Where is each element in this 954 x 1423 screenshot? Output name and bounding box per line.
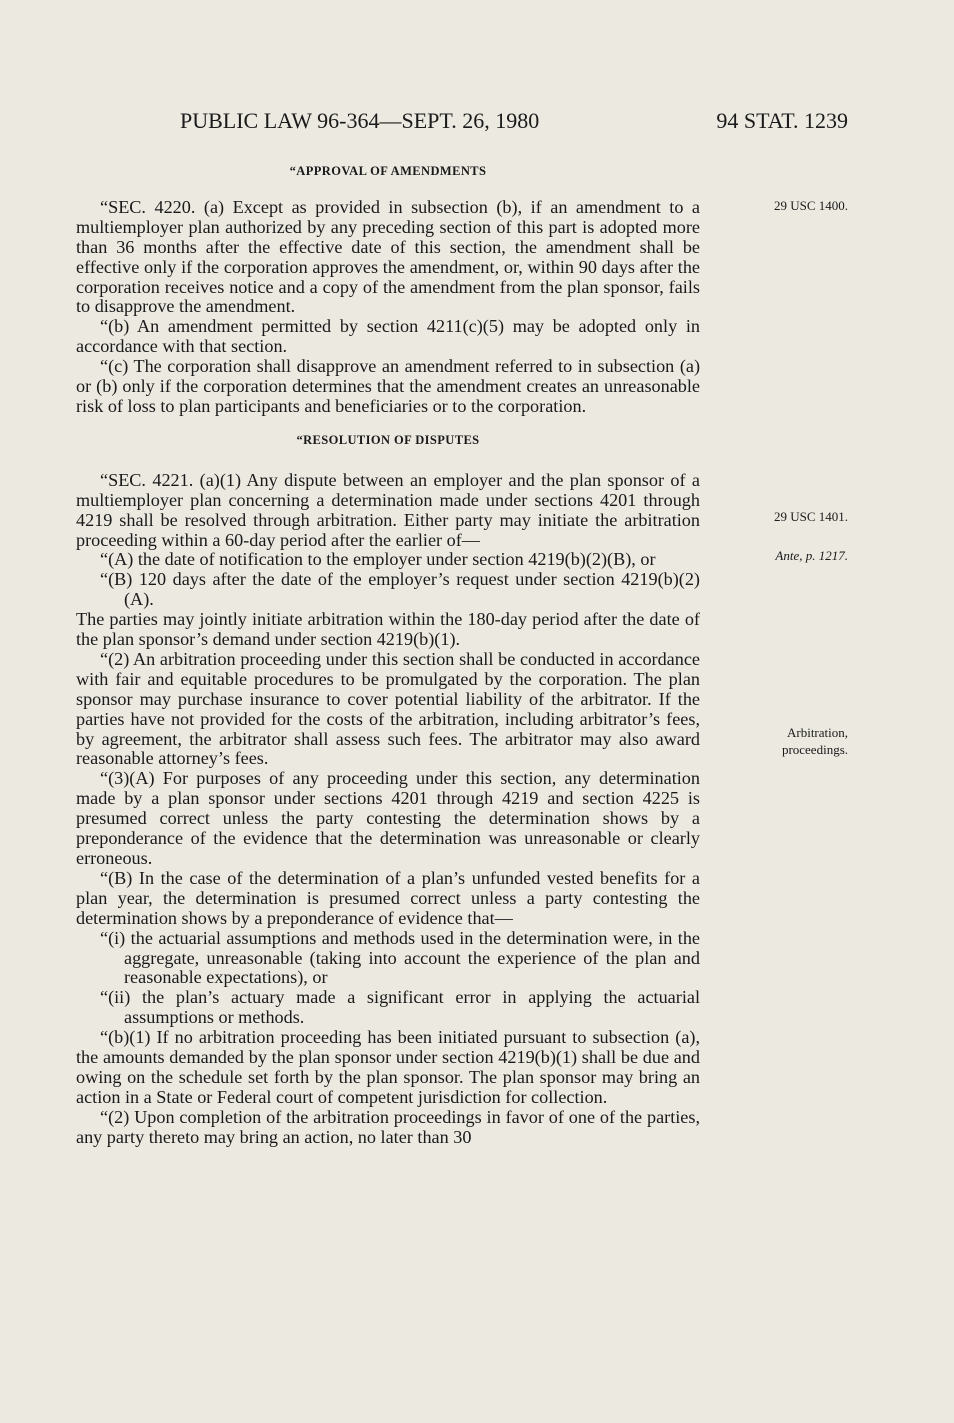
margin-note-ante: Ante, p. 1217.	[775, 548, 848, 563]
subparagraph-b: “(B) 120 days after the date of the employer’s request under section 4219(b)(2)(A).	[100, 569, 700, 610]
section-heading-approval: “APPROVAL OF AMENDMENTS	[289, 164, 487, 178]
header-stat-page: 94 STAT. 1239	[716, 108, 848, 133]
paragraph-a2: “(2) An arbitration proceeding under this section shall be conducted in accordance with fair and equitable procedures to be promulgated by the corporation. The plan sponsor may purchase insurance to cover potential liability of the arbitrator. If the parties have not provided for the costs of the arbitration, including arbitrator’s fees, by agreement, the arbitrator shall assess such fees. The arbitrator may also award reasonable attorney’s fees.	[76, 648, 700, 769]
paragraph-sec-4221-a1: “SEC. 4221. (a)(1) Any dispute between an employer and the plan sponsor of a multiemployer plan concerning a determination made under sections 4201 through 4219 shall be resolved through arbitration. Either party may initiate the arbitration proceeding within a 60-day period after the earlier of—	[76, 469, 700, 550]
paragraph-a3-A: “(3)(A) For purposes of any proceeding under this section, any determination made by a plan sponsor under sections 4201 through 4219 and section 4225 is presumed correct unless the party contesting the determination shows by a preponderance of the evidence that the determination was unreasonable or clearly erroneous.	[76, 768, 700, 868]
paragraph-sec-4220-a: “SEC. 4220. (a) Except as provided in subsection (b), if an amendment to a multiemployer plan authorized by any preceding section of this part is adopted more than 36 months after the effective date of this section, the amendment shall be effective only if the corporation approves the amendment, or, within 90 days after the corporation receives notice and a copy of the amendment from the plan sponsor, fails to disapprove the amendment.	[76, 196, 700, 317]
paragraph-a3-B: “(B) In the case of the determination of a plan’s unfunded vested benefits for a plan year, the determination is presumed correct unless a party contesting the determination shows by a preponderance of evidence that—	[76, 867, 700, 928]
subparagraph-a: “(A) the date of notification to the employer under section 4219(b)(2)(B), or	[100, 549, 656, 570]
paragraph-sec-4220-c: “(c) The corporation shall disapprove an amendment referred to in subsection (a) or (b) only if the corporation determines that the amendment creates an unreasonable risk of loss to plan participants and beneficiaries or to the corporation.	[76, 356, 700, 416]
margin-note-arbitration: Arbitration, proceedings.	[781, 725, 848, 757]
paragraph-joint-arbitration: The parties may jointly initiate arbitration within the 180-day period after the date of the plan sponsor’s demand under section 4219(b)(1).	[76, 609, 700, 650]
subparagraph-i: “(i) the actuarial assumptions and methods used in the determination were, in the aggregate, unreasonable (taking into account the experience of the plan and reasonable expectations), or	[100, 927, 700, 988]
paragraph-sec-4220-b: “(b) An amendment permitted by section 4211(c)(5) may be adopted only in accordance with that section.	[76, 316, 700, 357]
document-body	[76, 160, 700, 1148]
margin-note-usc-1400: 29 USC 1400.	[773, 198, 848, 213]
section-heading-resolution: “RESOLUTION OF DISPUTES	[296, 432, 480, 447]
paragraph-b1: “(b)(1) If no arbitration proceeding has been initiated pursuant to subsection (a), the amounts demanded by the plan sponsor under section 4219(b)(1) shall be due and owing on the schedule set forth by the plan sponsor. The plan sponsor may bring an action in a State or Federal court of competent jurisdiction for collection.	[76, 1027, 700, 1107]
margin-note-usc-1401: 29 USC 1401.	[773, 509, 848, 524]
subparagraph-ii: “(ii) the plan’s actuary made a significant error in applying the actuarial assumptions or methods.	[100, 987, 700, 1028]
header-public-law: PUBLIC LAW 96-364—SEPT. 26, 1980	[180, 108, 540, 133]
paragraph-b2: “(2) Upon completion of the arbitration proceedings in favor of one of the parties, any party thereto may bring an action, no later than 30	[76, 1106, 700, 1147]
